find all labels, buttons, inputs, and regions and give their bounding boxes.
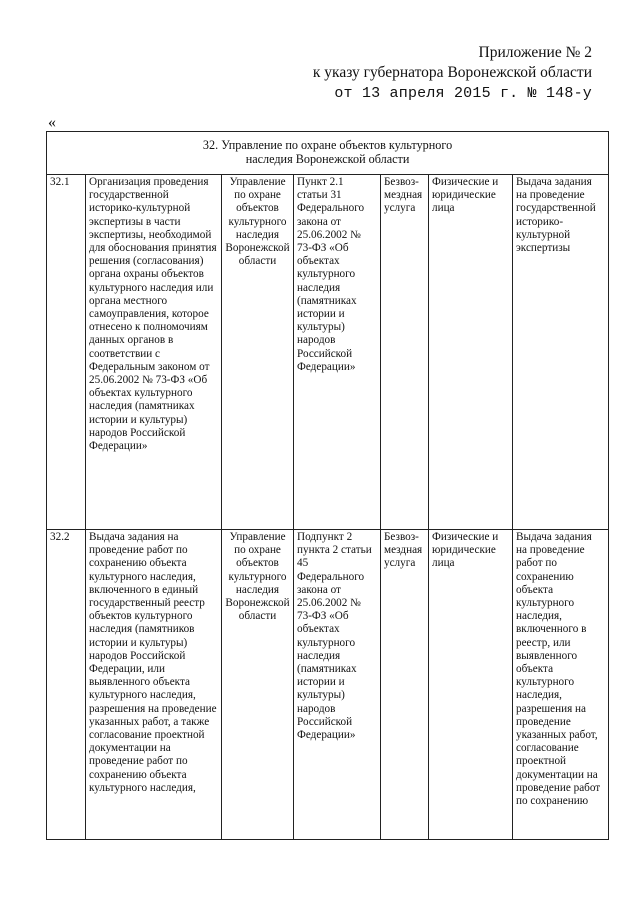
service-provider: Управление по охране объектов культурного наследия Воронежской области <box>222 530 294 840</box>
service-result: Выдача задания на проведение государственной историко-культурной экспертизы <box>513 175 609 530</box>
opening-quote-mark: « <box>48 114 56 131</box>
service-result: Выдача задания на проведение работ по сохранению объекта культурного наследия, включенного в реестр, или выявленного объекта культурного наследия, разрешения на проведение указанных работ, согласование проектной документации на проведение работ по сохранению <box>513 530 609 840</box>
table-row <box>47 175 609 530</box>
legal-basis: Подпункт 2 пункта 2 статьи 45 Федерального закона от 25.06.2002 № 73-ФЗ «Об объектах культурного наследия (памятниках истории и культуры) народов Российской Федерации» <box>294 530 381 840</box>
service-provider: Управление по охране объектов культурного наследия Воронежской области <box>222 175 294 530</box>
payment-type: Безвоз-мездная услуга <box>381 175 429 530</box>
section-title <box>47 132 609 175</box>
payment-type: Безвоз-мездная услуга <box>381 530 429 840</box>
section-header-row <box>47 132 609 175</box>
appendix-title: Приложение № 2 <box>478 44 592 61</box>
section-title-line2: наследия Воронежской области <box>245 152 410 166</box>
services-table <box>46 131 609 840</box>
legal-basis: Пункт 2.1 статьи 31 Федерального закона от 25.06.2002 № 73-ФЗ «Об объектах культурного наследия (памятниках истории и культуры) народов Российской Федерации» <box>294 175 381 530</box>
section-title-line1: 32. Управление по охране объектов культурного <box>202 138 453 152</box>
table-row <box>47 530 609 840</box>
decree-reference: к указу губернатора Воронежской области <box>312 64 592 81</box>
service-name: Выдача задания на проведение работ по сохранению объекта культурного наследия, включенного в единый государственный реестр объектов культурного наследия (памятников истории и культуры) народов Российской Федерации, или выявленного объекта культурного наследия, разрешения на проведение указанных работ, а также согласование проектной документации на проведение работ по сохранению объекта культурного наследия, <box>86 530 222 840</box>
recipients: Физические и юридические лица <box>429 175 513 530</box>
row-number: 32.1 <box>47 175 86 530</box>
decree-date-number: от 13 апреля 2015 г. № 148-у <box>334 85 592 102</box>
row-number: 32.2 <box>47 530 86 840</box>
service-name: Организация проведения государственной историко-культурной экспертизы в части экспертизы, необходимой для обоснования принятия решения (согласования) органа охраны объектов культурного наследия или органа местного самоуправления, которое отнесено к полномочиям данных органов в соответствии с Федеральным законом от 25.06.2002 № 73-ФЗ «Об объектах культурного наследия (памятниках истории и культуры) народов Российской Федерации» <box>86 175 222 530</box>
recipients: Физические и юридические лица <box>429 530 513 840</box>
